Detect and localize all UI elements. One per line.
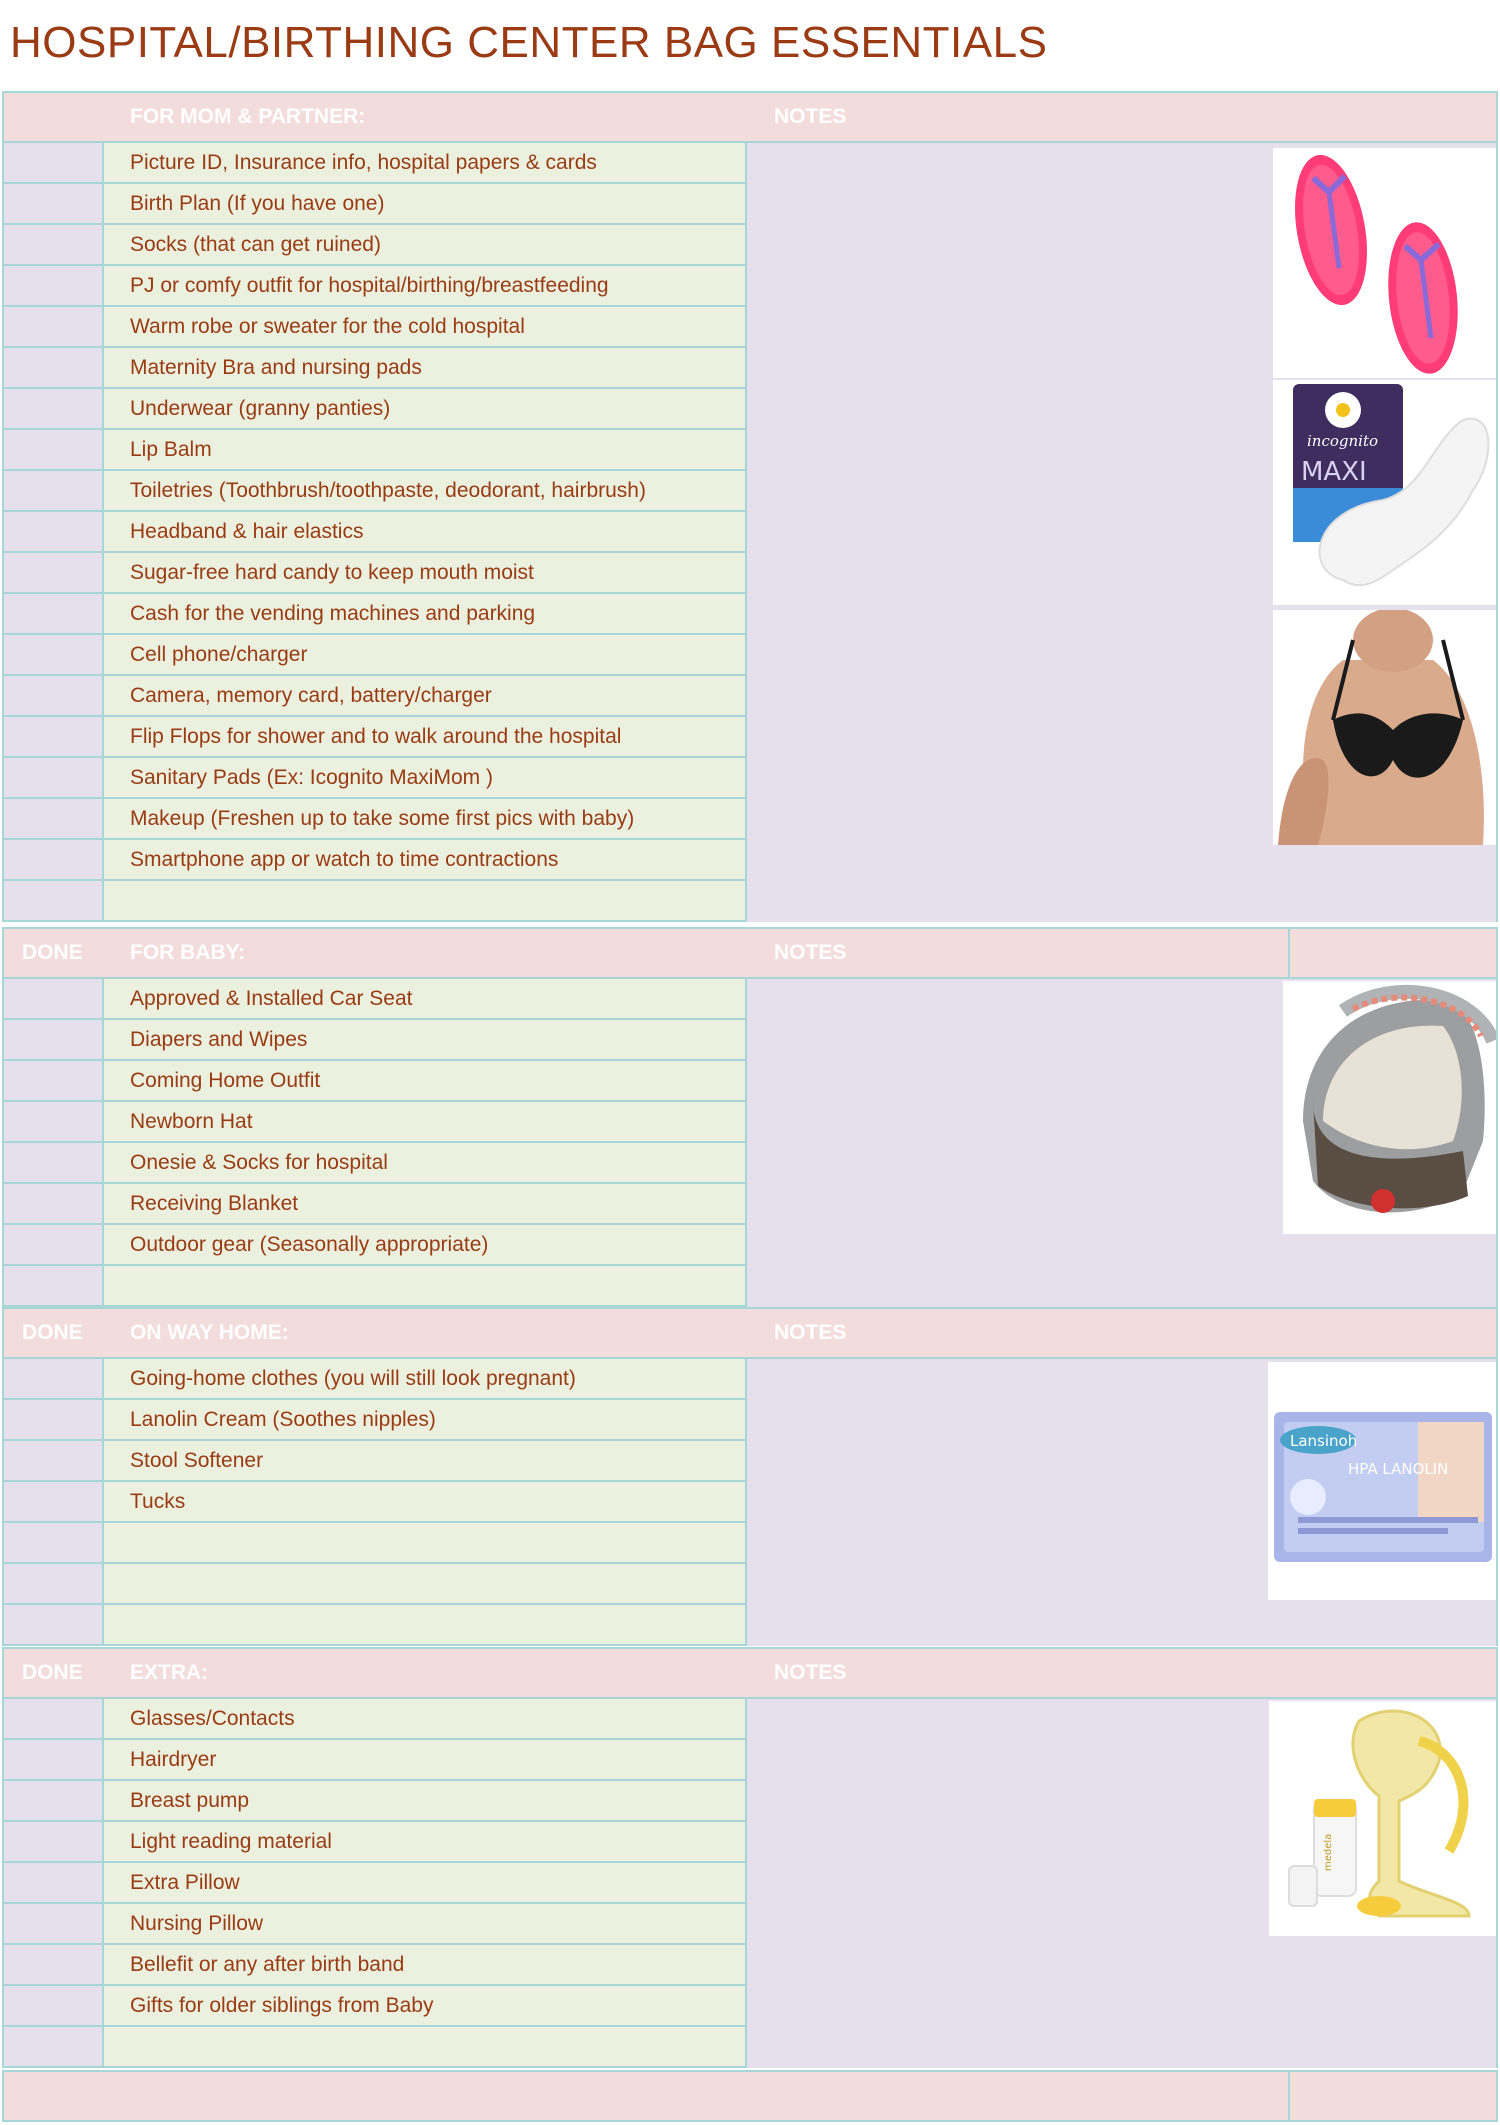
item-label: Camera, memory card, battery/charger [102,676,747,717]
item-label [102,2027,747,2068]
done-checkbox-cell[interactable] [4,1266,102,1307]
item-label: Makeup (Freshen up to take some first pics with baby) [102,799,747,840]
list-item [2,430,747,471]
done-checkbox-cell[interactable] [4,840,102,881]
item-label: Socks (that can get ruined) [102,225,747,266]
item-label: Tucks [102,1482,747,1523]
done-checkbox-cell[interactable] [4,266,102,307]
list-item [2,1564,747,1605]
item-label: Lanolin Cream (Soothes nipples) [102,1400,747,1441]
section-header [2,1647,1498,1699]
done-checkbox-cell[interactable] [4,979,102,1020]
item-label [102,1266,747,1307]
done-checkbox-cell[interactable] [4,1225,102,1266]
done-checkbox-cell[interactable] [4,389,102,430]
list-item [2,717,747,758]
done-checkbox-cell[interactable] [4,471,102,512]
footer-band [2,2070,1498,2122]
done-checkbox-cell[interactable] [4,799,102,840]
item-label: Light reading material [102,1822,747,1863]
done-checkbox-cell[interactable] [4,1143,102,1184]
done-checkbox-cell[interactable] [4,1699,102,1740]
done-checkbox-cell[interactable] [4,1400,102,1441]
item-label [102,1605,747,1646]
item-label: Lip Balm [102,430,747,471]
list-item [2,307,747,348]
list-item [2,1863,747,1904]
done-checkbox-cell[interactable] [4,307,102,348]
done-checkbox-cell[interactable] [4,1441,102,1482]
item-label: Headband & hair elastics [102,512,747,553]
item-label [102,1523,747,1564]
item-label: Coming Home Outfit [102,1061,747,1102]
cream-brand: Lansinoh [1290,1432,1358,1450]
list-item [2,840,747,881]
list-item [2,1523,747,1564]
done-checkbox-cell[interactable] [4,1781,102,1822]
item-label: Outdoor gear (Seasonally appropriate) [102,1225,747,1266]
done-checkbox-cell[interactable] [4,143,102,184]
item-label: Flip Flops for shower and to walk around the hospital [102,717,747,758]
breast-pump-image [1269,1701,1496,1936]
pad-box-brand: incognito [1307,432,1379,450]
done-checkbox-cell[interactable] [4,881,102,922]
done-checkbox-cell[interactable] [4,512,102,553]
done-checkbox-cell[interactable] [4,1020,102,1061]
item-label: PJ or comfy outfit for hospital/birthing/breastfeeding [102,266,747,307]
done-checkbox-cell[interactable] [4,1945,102,1986]
done-checkbox-cell[interactable] [4,225,102,266]
car-seat-image [1283,981,1496,1234]
item-label [102,881,747,922]
item-label: Smartphone app or watch to time contractions [102,840,747,881]
list-item [2,389,747,430]
list-item [2,1740,747,1781]
done-column-header: DONE [22,941,83,964]
notes-column-header: NOTES [774,941,847,964]
list-item [2,1605,747,1646]
list-item [2,1904,747,1945]
pad-box-product: MAXI [1301,457,1367,487]
item-label: Cash for the vending machines and parking [102,594,747,635]
list-item [2,799,747,840]
list-item [2,225,747,266]
list-item [2,1143,747,1184]
list-item [2,184,747,225]
section-heading: EXTRA: [130,1661,209,1684]
list-item [2,2027,747,2068]
header-divider [1288,929,1290,977]
list-item [2,635,747,676]
done-checkbox-cell[interactable] [4,594,102,635]
item-label: Receiving Blanket [102,1184,747,1225]
list-item [2,1699,747,1740]
list-item [2,979,747,1020]
item-label: Warm robe or sweater for the cold hospital [102,307,747,348]
done-checkbox-cell[interactable] [4,758,102,799]
done-checkbox-cell[interactable] [4,1863,102,1904]
list-item [2,1266,747,1307]
done-checkbox-cell[interactable] [4,1359,102,1400]
done-checkbox-cell[interactable] [4,1740,102,1781]
item-label: Onesie & Socks for hospital [102,1143,747,1184]
item-label: Maternity Bra and nursing pads [102,348,747,389]
notes-column-header: NOTES [774,1321,847,1344]
done-checkbox-cell[interactable] [4,1102,102,1143]
list-item [2,758,747,799]
done-checkbox-cell[interactable] [4,717,102,758]
done-checkbox-cell[interactable] [4,1904,102,1945]
item-label: Nursing Pillow [102,1904,747,1945]
cream-product: HPA LANOLIN [1348,1460,1449,1478]
item-label: Picture ID, Insurance info, hospital papers & cards [102,143,747,184]
done-checkbox-cell[interactable] [4,430,102,471]
section-heading: FOR BABY: [130,941,246,964]
notes-column-header: NOTES [774,1661,847,1684]
section-header [2,927,1498,979]
list-item [2,1482,747,1523]
done-checkbox-cell[interactable] [4,635,102,676]
list-item [2,1986,747,2027]
item-label: Cell phone/charger [102,635,747,676]
done-checkbox-cell[interactable] [4,553,102,594]
done-checkbox-cell[interactable] [4,1184,102,1225]
item-label: Newborn Hat [102,1102,747,1143]
done-checkbox-cell[interactable] [4,1482,102,1523]
item-label: Bellefit or any after birth band [102,1945,747,1986]
done-checkbox-cell[interactable] [4,2027,102,2068]
item-label: Toiletries (Toothbrush/toothpaste, deodorant, hairbrush) [102,471,747,512]
list-item [2,266,747,307]
item-label: Approved & Installed Car Seat [102,979,747,1020]
item-label: Diapers and Wipes [102,1020,747,1061]
done-column-header: DONE [22,1661,83,1684]
item-label: Hairdryer [102,1740,747,1781]
list-item [2,1020,747,1061]
lanolin-cream-image [1268,1362,1496,1600]
done-checkbox-cell[interactable] [4,348,102,389]
list-item [2,348,747,389]
list-item [2,1102,747,1143]
list-item [2,1359,747,1400]
list-item [2,1184,747,1225]
item-label [102,1564,747,1605]
section-heading: ON WAY HOME: [130,1321,289,1344]
list-item [2,676,747,717]
item-label: Underwear (granny panties) [102,389,747,430]
done-checkbox-cell[interactable] [4,1523,102,1564]
list-item [2,143,747,184]
item-label: Stool Softener [102,1441,747,1482]
item-label: Breast pump [102,1781,747,1822]
done-checkbox-cell[interactable] [4,1061,102,1102]
flip-flops-image [1273,148,1496,378]
section-header [2,91,1498,143]
list-item [2,1781,747,1822]
list-item [2,1822,747,1863]
item-label: Gifts for older siblings from Baby [102,1986,747,2027]
item-label: Going-home clothes (you will still look pregnant) [102,1359,747,1400]
list-item [2,1945,747,1986]
item-label: Glasses/Contacts [102,1699,747,1740]
item-label: Extra Pillow [102,1863,747,1904]
list-item [2,1400,747,1441]
done-checkbox-cell[interactable] [4,1564,102,1605]
page-title: HOSPITAL/BIRTHING CENTER BAG ESSENTIALS [10,18,1048,67]
done-column-header: DONE [22,1321,83,1344]
list-item [2,881,747,922]
list-item [2,594,747,635]
list-item [2,1061,747,1102]
item-label: Sanitary Pads (Ex: Icognito MaxiMom ) [102,758,747,799]
done-checkbox-cell[interactable] [4,184,102,225]
list-item [2,512,747,553]
item-label: Birth Plan (If you have one) [102,184,747,225]
done-checkbox-cell[interactable] [4,1605,102,1646]
done-checkbox-cell[interactable] [4,676,102,717]
notes-column-header: NOTES [774,105,847,128]
nursing-bra-image [1273,610,1496,845]
item-label: Sugar-free hard candy to keep mouth moist [102,553,747,594]
section-heading: FOR MOM & PARTNER: [130,105,366,128]
list-item [2,471,747,512]
list-item [2,1441,747,1482]
done-checkbox-cell[interactable] [4,1986,102,2027]
section-header [2,1307,1498,1359]
list-item [2,553,747,594]
pump-brand: medela [1323,1833,1334,1871]
sanitary-pads-image [1273,380,1496,605]
done-checkbox-cell[interactable] [4,1822,102,1863]
list-item [2,1225,747,1266]
